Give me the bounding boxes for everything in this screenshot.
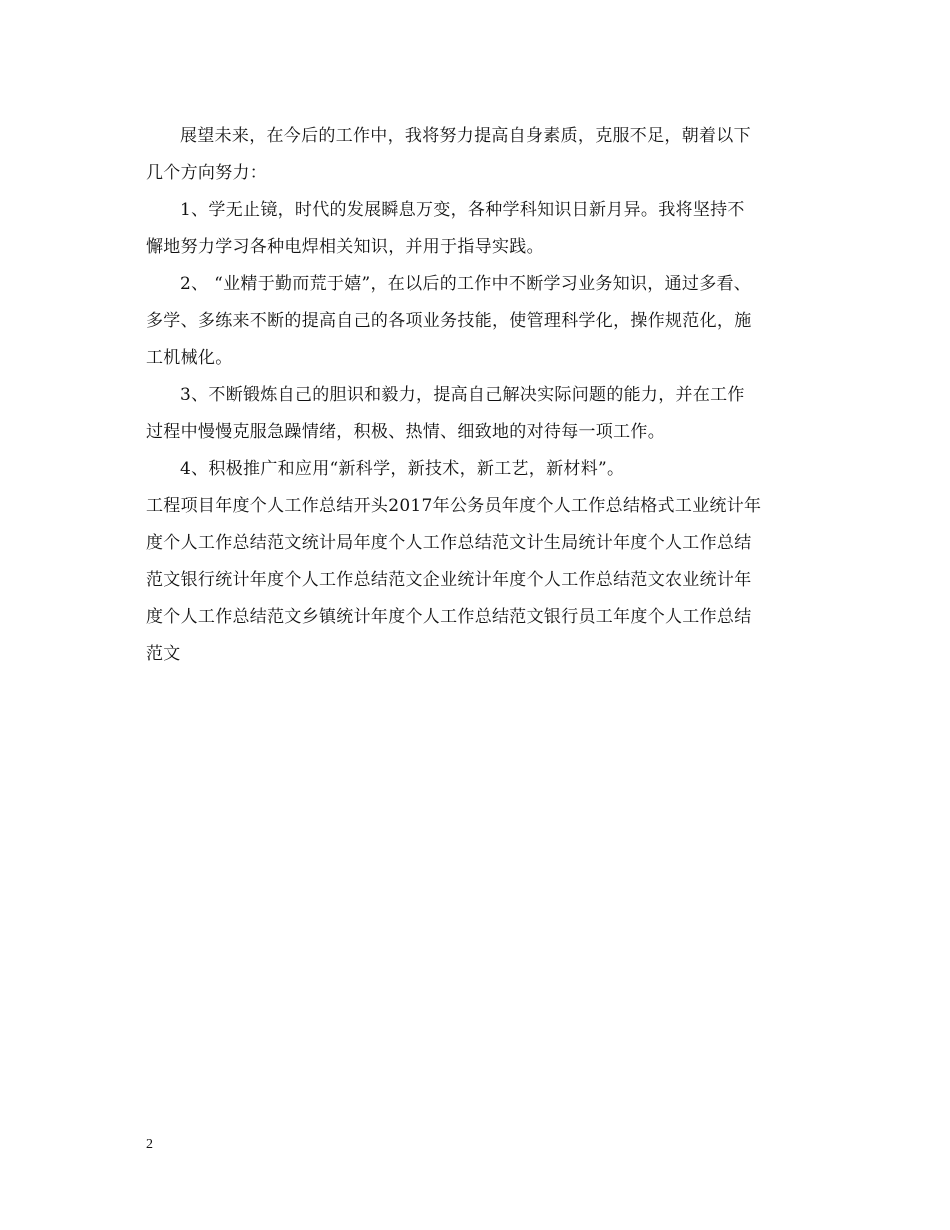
text-line: 懈地努力学习各种电焊相关知识，并用于指导实践。 bbox=[146, 237, 544, 257]
text-line: 工机械化。 bbox=[146, 348, 233, 368]
paragraph-outlook bbox=[146, 118, 810, 192]
paragraph-item-1 bbox=[146, 192, 810, 266]
paragraph-related-titles bbox=[146, 488, 810, 673]
text-line: 工程项目年度个人工作总结开头2017年公务员年度个人工作总结格式工业统计年 bbox=[146, 496, 762, 516]
text-line: 范文 bbox=[146, 644, 181, 664]
paragraph-item-3 bbox=[146, 377, 810, 451]
text-line: 多学、多练来不断的提高自己的各项业务技能，使管理科学化，操作规范化，施 bbox=[146, 311, 752, 331]
text-line: 3、不断锻炼自己的胆识和毅力，提高自己解决实际问题的能力，并在工作 bbox=[180, 385, 745, 405]
text-line: 度个人工作总结范文统计局年度个人工作总结范文计生局统计年度个人工作总结 bbox=[146, 533, 752, 553]
text-line: 过程中慢慢克服急躁情绪，积极、热情、细致地的对待每一项工作。 bbox=[146, 422, 665, 442]
text-line: 几个方向努力： bbox=[146, 163, 268, 183]
paragraph-item-2 bbox=[146, 266, 810, 377]
text-line: 4、积极推广和应用“新科学，新技术，新工艺，新材料”。 bbox=[180, 459, 625, 479]
paragraph-item-4 bbox=[146, 451, 810, 488]
document-body bbox=[146, 118, 810, 673]
text-line: 度个人工作总结范文乡镇统计年度个人工作总结范文银行员工年度个人工作总结 bbox=[146, 607, 752, 627]
text-line: 2、 “业精于勤而荒于嬉”，在以后的工作中不断学习业务知识，通过多看、 bbox=[180, 274, 752, 294]
text-line: 展望未来，在今后的工作中，我将努力提高自身素质，克服不足，朝着以下 bbox=[180, 126, 751, 146]
text-line: 1、学无止镜，时代的发展瞬息万变，各种学科知识日新月异。我将坚持不 bbox=[180, 200, 745, 220]
page-number: 2 bbox=[146, 1137, 153, 1152]
text-line: 范文银行统计年度个人工作总结范文企业统计年度个人工作总结范文农业统计年 bbox=[146, 570, 752, 590]
